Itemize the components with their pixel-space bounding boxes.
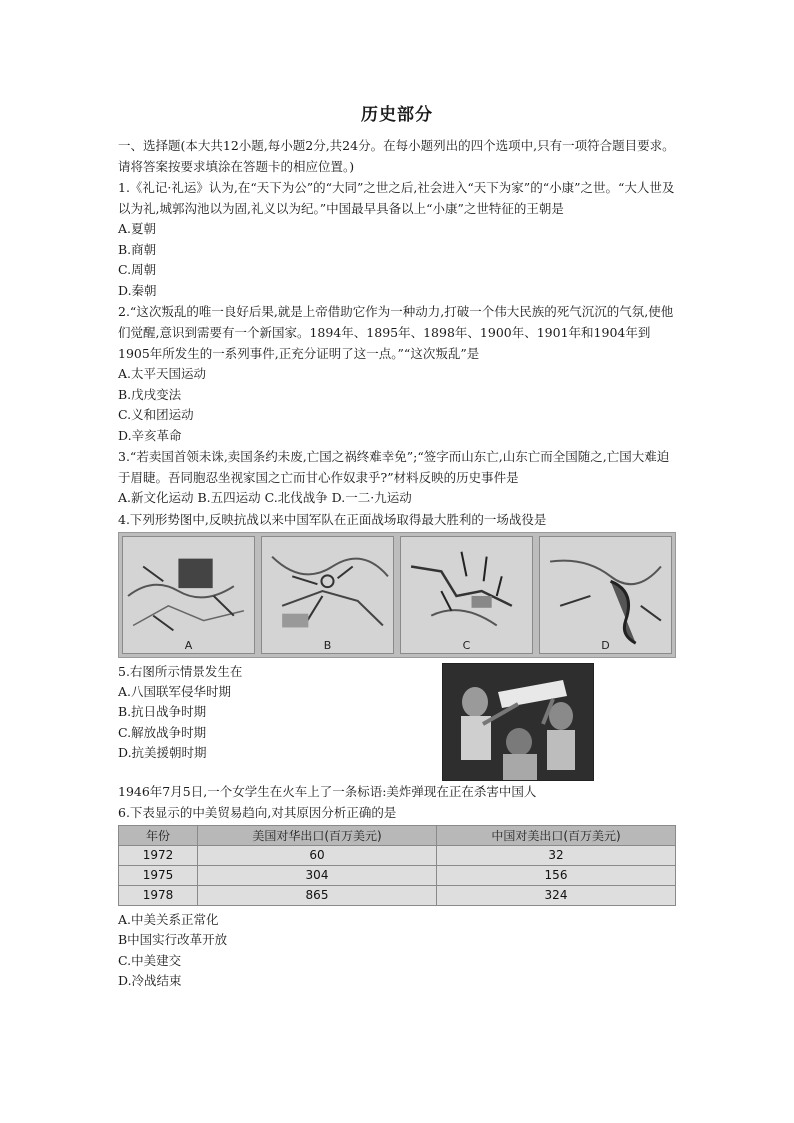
historical-photo (442, 663, 594, 781)
q2-option-c: C.义和团运动 (118, 407, 194, 422)
table-cell: 324 (437, 885, 676, 905)
header-us-export: 美国对华出口(百万美元) (198, 825, 437, 845)
header-year: 年份 (119, 825, 198, 845)
map-c-label: C (462, 638, 471, 652)
q6-option-d: D.冷战结束 (118, 973, 182, 988)
table-header-row (119, 825, 676, 845)
question-5 (118, 661, 676, 781)
table-cell: 60 (198, 845, 437, 865)
question-3-stem: 3.“若卖国首领未诛,卖国条约未废,亡国之祸终难幸免”;“签字而山东亡,山东亡而全国随之,亡国大难迫于眉睫。吾同胞忍坐视家国之亡而甘心作奴隶乎?”材料反映的历史事件是 (118, 449, 670, 485)
trade-table (118, 825, 676, 906)
table-row (119, 865, 676, 885)
map-c-drawing (401, 537, 532, 653)
q3-options: A.新文化运动 B.五四运动 C.北伐战争 D.一二·九运动 (118, 490, 412, 505)
table-row (119, 885, 676, 905)
q2-option-a: A.太平天国运动 (118, 366, 207, 381)
map-d (539, 536, 672, 654)
table-cell: 1972 (119, 845, 198, 865)
q1-option-c: C.周朝 (118, 262, 157, 277)
q1-option-d: D.秦朝 (118, 282, 157, 298)
q1-option-a: A.夏朝 (118, 221, 157, 236)
q5-option-d: D.抗美援朝时期 (118, 745, 207, 760)
table-cell: 1978 (119, 885, 198, 905)
table-cell: 865 (198, 885, 437, 905)
map-b (261, 536, 394, 654)
q5-option-c: C.解放战争时期 (118, 724, 207, 740)
table-cell: 32 (437, 845, 676, 865)
map-d-label: D (601, 638, 610, 652)
q6-option-c: C.中美建交 (118, 952, 182, 968)
table-cell: 304 (198, 865, 437, 885)
question-2-stem: 2.“这次叛乱的唯一良好后果,就是上帝借助它作为一种动力,打破一个伟大民族的死气沉沉的气氛,使他们觉醒,意识到需要有一个新国家。1894年、1895年、1898年、1900年、1901年和1904年到1905年所发生的一系列事件,正充分证明了这一点。”“这次叛乱”是 (118, 304, 674, 361)
q6-option-a: A.中美关系正常化 (118, 911, 219, 927)
q5-option-a: A.八国联军侵华时期 (118, 683, 232, 699)
table-cell: 1975 (119, 865, 198, 885)
map-d-drawing (540, 537, 671, 653)
q5-option-b: B.抗日战争时期 (118, 704, 207, 719)
section-intro: 一、选择题(本大共12小题,每小题2分,共24分。在每小题列出的四个选项中,只有一项符合题目要求。请将答案按要求填涂在答题卡的相应位置。) (118, 138, 675, 174)
q2-option-b: B.戊戌变法 (118, 386, 182, 402)
map-a-drawing (123, 537, 254, 653)
exam-page (118, 100, 676, 992)
question-5-stem: 5.右图所示情景发生在 (118, 663, 243, 679)
question-4-stem: 4.下列形势图中,反映抗战以来中国军队在正面战场取得最大胜利的一场战役是 (118, 511, 547, 527)
question-1-stem: 1.《礼记·礼运》认为,在“天下为公”的“大同”之世之后,社会进入“天下为家”的“小康”之世。“大人世及以为礼,城郭沟池以为固,礼义以为纪。”中国最早具备以上“小康”之世特征的王朝是 (118, 180, 675, 216)
table-row (119, 845, 676, 865)
battle-maps (118, 532, 676, 658)
q6-option-b: B中国实行改革开放 (118, 932, 228, 947)
photo-drawing (443, 664, 593, 780)
q2-option-d: D.辛亥革命 (118, 427, 182, 443)
map-c (400, 536, 533, 654)
table-cell: 156 (437, 865, 676, 885)
map-a (122, 536, 255, 654)
header-china-export: 中国对美出口(百万美元) (437, 825, 676, 845)
question-6-stem: 6.下表显示的中美贸易趋向,对其原因分析正确的是 (118, 804, 397, 820)
page-title: 历史部分 (361, 105, 433, 125)
map-a-label: A (184, 638, 193, 652)
map-b-label: B (323, 638, 332, 652)
q1-option-b: B.商朝 (118, 241, 157, 257)
photo-caption: 1946年7月5日,一个女学生在火车上了一条标语:美炸弹现在正在杀害中国人 (118, 783, 537, 799)
map-b-drawing (262, 537, 393, 653)
